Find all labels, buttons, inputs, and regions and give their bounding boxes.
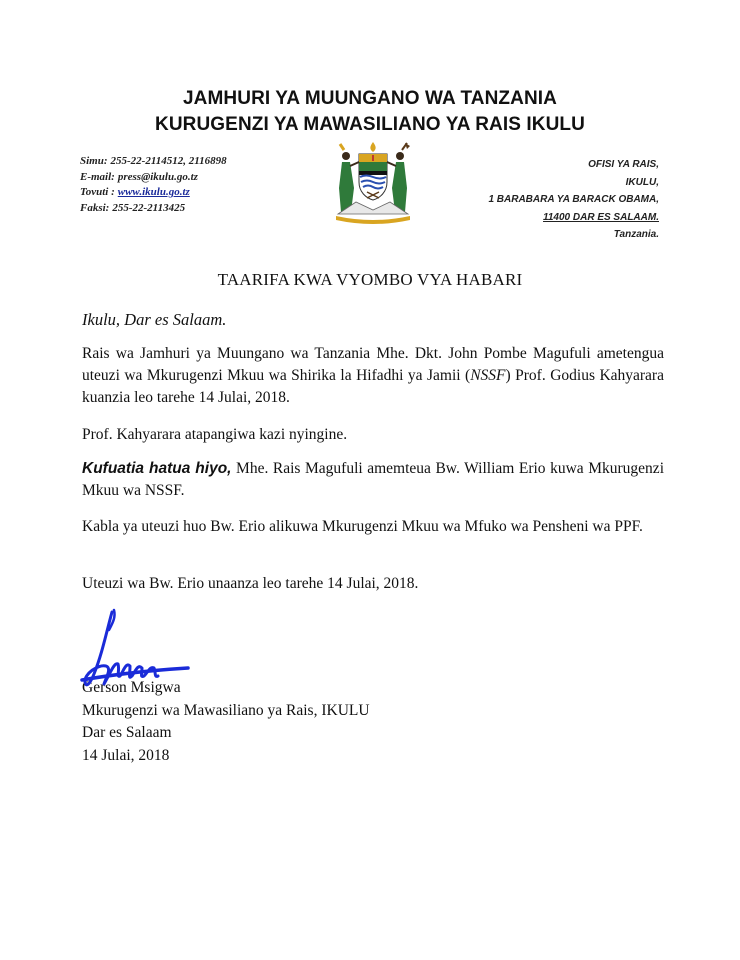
tanzania-coat-of-arms-icon bbox=[332, 140, 414, 224]
website-link[interactable]: www.ikulu.go.tz bbox=[117, 186, 190, 198]
signature-place: Dar es Salaam bbox=[82, 724, 172, 741]
contact-block bbox=[80, 154, 227, 216]
paragraph-3 bbox=[82, 458, 664, 502]
fax-line bbox=[80, 201, 227, 217]
phone-label: Simu: bbox=[80, 155, 108, 167]
paragraph-4: Kabla ya uteuzi huo Bw. Erio alikuwa Mkurugenzi Mkuu wa Mfuko wa Pensheni wa PPF. bbox=[82, 518, 643, 535]
address-line-3: 1 BARABARA YA BARACK OBAMA, bbox=[488, 194, 659, 205]
paragraph-3-rest: Mhe. Rais Magufuli amemteua Bw. William Erio kuwa Mkurugenzi Mkuu wa NSSF. bbox=[82, 460, 664, 499]
handwritten-signature-icon bbox=[76, 604, 196, 696]
address-line-4: 11400 DAR ES SALAAM. bbox=[543, 211, 659, 223]
paragraph-1-b: ) Prof. Godius Kahyarara kuanzia leo tarehe 14 Julai, 2018. bbox=[82, 367, 664, 406]
signature-date: 14 Julai, 2018 bbox=[82, 746, 170, 764]
document-title: TAARIFA KWA VYOMBO VYA HABARI bbox=[217, 270, 523, 289]
paragraph-1-nssf: NSSF bbox=[470, 367, 506, 384]
paragraph-2: Prof. Kahyarara atapangiwa kazi nyingine. bbox=[82, 426, 348, 443]
signatory-name: Gerson Msigwa bbox=[82, 679, 181, 696]
web-label: Tovuti : bbox=[80, 186, 115, 198]
paragraph-1-a: Rais wa Jamhuri ya Muungano wa Tanzania Mhe. Dkt. John Pombe Magufuli ametengua uteuzi wa Mkurugenzi Mkuu wa Shirika la Hifadhi ya Jamii ( bbox=[82, 345, 664, 384]
phone-line bbox=[80, 154, 227, 170]
signatory-position: Mkurugenzi wa Mawasiliano ya Rais, IKULU bbox=[82, 701, 370, 719]
fax-label: Faksi: bbox=[80, 201, 110, 214]
fax-value: 255-22-2113425 bbox=[112, 201, 186, 214]
address-line-2: IKULU, bbox=[625, 176, 659, 188]
paragraph-3-lead: Kufuatia hatua hiyo, bbox=[82, 460, 232, 477]
email-line bbox=[80, 170, 227, 186]
phone-value: 255-22-2114512, 2116898 bbox=[110, 155, 227, 167]
paragraph-1 bbox=[82, 343, 664, 409]
header-line-1: JAMHURI YA MUUNGANO WA TANZANIA bbox=[183, 88, 557, 109]
address-line-5: Tanzania. bbox=[613, 229, 659, 240]
email-value[interactable]: press@ikulu.go.tz bbox=[117, 170, 198, 183]
address-line-1: OFISI YA RAIS, bbox=[588, 159, 659, 170]
paragraph-5: Uteuzi wa Bw. Erio unaanza leo tarehe 14 Julai, 2018. bbox=[82, 575, 419, 592]
email-label: E-mail: bbox=[80, 170, 115, 183]
address-block bbox=[488, 156, 659, 244]
header-line-2: KURUGENZI YA MAWASILIANO YA RAIS IKULU bbox=[155, 114, 585, 135]
dateline-place: Ikulu, Dar es Salaam. bbox=[82, 310, 227, 329]
web-line bbox=[80, 185, 227, 201]
